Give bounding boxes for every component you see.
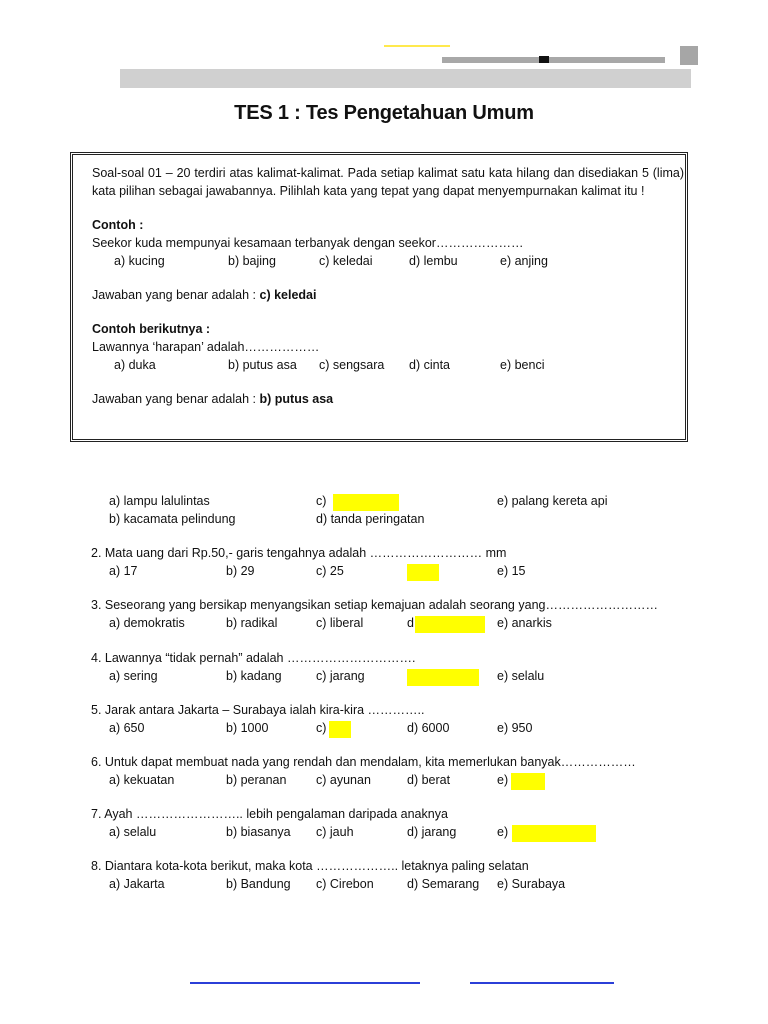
top-yellow-line: [384, 45, 450, 47]
option: a) sering: [109, 669, 158, 683]
option: a) Jakarta: [109, 877, 165, 891]
option: e) Surabaya: [497, 877, 566, 891]
example2-question: Lawannya ‘harapan’ adalah………………: [92, 340, 320, 354]
option: d) 6000: [407, 721, 450, 735]
question-5: [91, 703, 681, 739]
question-text: 3. Seseorang yang bersikap menyangsikan setiap kemajuan adalah seorang yang………………………: [91, 598, 658, 612]
instruction-box: [70, 152, 688, 442]
option: b) kadang: [226, 669, 282, 683]
option: d) jarang: [407, 825, 457, 839]
question-text: 4. Lawannya “tidak pernah” adalah ………………………….: [91, 651, 416, 665]
option: b) radikal: [226, 616, 278, 630]
option: c): [316, 721, 327, 735]
option: a) 650: [109, 721, 145, 735]
example1-options: [92, 252, 684, 270]
option: c) Cirebon: [316, 877, 374, 891]
top-scroll-marker: [539, 56, 549, 63]
option: c) 25: [316, 564, 344, 578]
option: a) selalu: [109, 825, 157, 839]
question-4: [91, 651, 681, 687]
option: e) anarkis: [497, 616, 552, 630]
option: d) berat: [407, 773, 451, 787]
example2-options: [92, 356, 684, 374]
option: d) lembu: [409, 254, 458, 268]
option: b) Bandung: [226, 877, 291, 891]
option: e) palang kereta api: [497, 494, 608, 508]
question-3: [91, 598, 681, 634]
highlight-mark: [512, 825, 596, 842]
option: a) kekuatan: [109, 773, 175, 787]
instruction-intro: Soal-soal 01 – 20 terdiri atas kalimat-kalimat. Pada setiap kalimat satu kata hilang dan disediakan 5 (lima) kata pilihan sebagai jawabannya. Pilihlah kata yang tepat yang dapat menyempurnakan kalimat itu !: [92, 166, 684, 198]
option: c) liberal: [316, 616, 364, 630]
question-text: 8. Diantara kota-kota berikut, maka kota ……………….. letaknya paling selatan: [91, 859, 529, 873]
option: e) 15: [497, 564, 526, 578]
answer-value: c) keledai: [259, 288, 317, 302]
option: a) kucing: [114, 254, 165, 268]
option: a) lampu lalulintas: [109, 494, 210, 508]
page-title: TES 1 : Tes Pengetahuan Umum: [234, 102, 534, 124]
option: c): [316, 494, 327, 508]
highlight-mark: [407, 564, 439, 581]
option: e) anjing: [500, 254, 548, 268]
option: a) demokratis: [109, 616, 185, 630]
question-text: 5. Jarak antara Jakarta – Surabaya ialah kira-kira …………..: [91, 703, 425, 717]
highlight-mark: [333, 494, 399, 511]
option: c) jauh: [316, 825, 354, 839]
option: d) Semarang: [407, 877, 480, 891]
option: d) tanda peringatan: [316, 512, 425, 526]
question-6: [91, 755, 681, 791]
option: d: [407, 616, 414, 630]
option: c) ayunan: [316, 773, 371, 787]
option: e) benci: [500, 358, 545, 372]
option: e): [497, 773, 509, 787]
top-grey-square: [680, 46, 698, 65]
option: b) 29: [226, 564, 255, 578]
question-text: 2. Mata uang dari Rp.50,- garis tengahnya adalah ……………………… mm: [91, 546, 507, 560]
answer-prefix: Jawaban yang benar adalah :: [92, 392, 260, 406]
option: b) bajing: [228, 254, 276, 268]
option: e) selalu: [497, 669, 545, 683]
option: b) biasanya: [226, 825, 291, 839]
option: e) 950: [497, 721, 533, 735]
answer-value: b) putus asa: [259, 392, 334, 406]
top-scroll-track: [442, 57, 665, 63]
example1-label: Contoh :: [92, 218, 144, 232]
option: c) keledai: [319, 254, 373, 268]
option: b) kacamata pelindung: [109, 512, 236, 526]
option: c) sengsara: [319, 358, 385, 372]
example2-answer: [92, 390, 684, 408]
question-2: [91, 546, 681, 582]
highlight-mark: [511, 773, 545, 790]
option: d) cinta: [409, 358, 450, 372]
example1-answer: [92, 286, 684, 304]
question-text: 6. Untuk dapat membuat nada yang rendah dan mendalam, kita memerlukan banyak………………: [91, 755, 636, 769]
highlight-mark: [329, 721, 351, 738]
highlight-mark: [415, 616, 485, 633]
option: b) 1000: [226, 721, 269, 735]
question-7: [91, 807, 681, 843]
option: a) 17: [109, 564, 138, 578]
option: a) duka: [114, 358, 156, 372]
question-8: [91, 859, 681, 895]
answer-prefix: Jawaban yang benar adalah :: [92, 288, 260, 302]
question-text: 7. Ayah …………………….. lebih pengalaman daripada anaknya: [91, 807, 448, 821]
example2-label: Contoh berikutnya :: [92, 322, 211, 336]
question-1: [109, 494, 669, 530]
option: b) putus asa: [228, 358, 297, 372]
footer-link-line-right[interactable]: [470, 982, 614, 984]
option: c) jarang: [316, 669, 365, 683]
header-grey-band: [120, 69, 691, 88]
option: b) peranan: [226, 773, 287, 787]
example1-question: Seekor kuda mempunyai kesamaan terbanyak dengan seekor…………………: [92, 236, 524, 250]
highlight-mark: [407, 669, 479, 686]
option: e): [497, 825, 509, 839]
footer-link-line-left[interactable]: [190, 982, 420, 984]
